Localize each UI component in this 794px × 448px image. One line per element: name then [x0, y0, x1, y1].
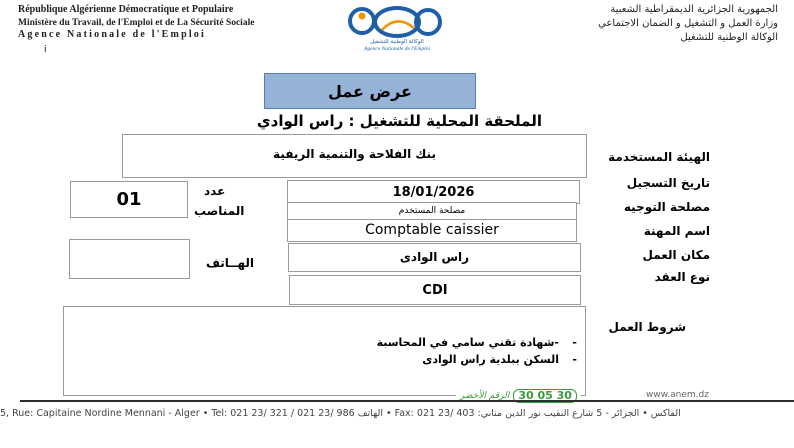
positions-value: 01 — [116, 189, 142, 210]
offer-title-box — [264, 73, 476, 109]
header-fr-line3: Agence Nationale de l'Emploi — [18, 29, 206, 40]
workplace-box — [288, 243, 581, 272]
employer-box — [122, 134, 587, 178]
conditions-box — [63, 306, 586, 396]
contract-value: CDI — [422, 283, 448, 298]
logo-caption-ar: الوكالة الوطنية للتشغيل — [370, 39, 424, 45]
positions-box — [70, 181, 188, 218]
label-reg-date: تاريخ التسجيل — [626, 176, 710, 190]
label-positions-line1: عدد — [204, 184, 226, 198]
profession-box — [287, 219, 577, 242]
header-fr-line2: Ministère du Travail, de l'Emploi et de La Sécurité Sociale — [18, 18, 255, 28]
label-orientation: مصلحة التوجيه — [623, 200, 710, 214]
label-workplace: مكان العمل — [642, 248, 710, 262]
conditions-list — [357, 334, 577, 368]
footer-address: 5, Rue: Capitaine Nordine Mennani - Alger • Tel: 021 23/ 321 / 021 23/ 986 الهاتف • Fax: 021 23/ 403 :الفاكس • الجزائر - 5 شارع النقيب نور الدين مناني — [0, 408, 681, 419]
header-ar-line2: وزارة العمل و التشغيل و الضمان الاجتماعي — [598, 18, 778, 29]
label-employer: الهيئة المستخدمة — [608, 150, 710, 164]
green-number: 30 05 30 — [513, 389, 577, 403]
green-number-label: الرقم الأخضر — [460, 391, 510, 401]
offer-title: عرض عمل — [328, 81, 412, 101]
label-conditions: شروط العمل — [608, 320, 686, 334]
label-positions-line2: المناصب — [194, 204, 245, 218]
anem-logo — [342, 4, 452, 52]
page-marker: i — [44, 45, 47, 55]
label-contract: نوع العقد — [654, 270, 710, 284]
website: www.anem.dz — [646, 390, 709, 400]
profession-value: Comptable caissier — [365, 222, 499, 238]
header-ar-line1: الجمهورية الجزائرية الديمقراطية الشعبية — [610, 4, 778, 15]
label-profession: اسم المهنة — [643, 224, 710, 238]
contract-box — [289, 275, 581, 305]
anem-logo-icon — [342, 4, 452, 40]
reg-date-box — [287, 180, 580, 204]
condition-item: -السكن ببلدية راس الوادى — [422, 353, 577, 366]
workplace-value: راس الوادى — [399, 250, 470, 264]
orientation-value: مصلحة المستخدم — [398, 206, 466, 216]
employer-value: بنك الفلاحة والتنمية الريفية — [273, 147, 436, 161]
logo-caption-fr: Agence Nationale de l'Emploi — [364, 46, 430, 52]
header-ar-line3: الوكالة الوطنية للتشغيل — [680, 32, 778, 43]
header-fr-line1: République Algérienne Démocratique et Populaire — [18, 4, 234, 15]
reg-date-value: 18/01/2026 — [392, 185, 475, 200]
phone-box — [69, 239, 190, 279]
footer-divider — [20, 400, 794, 402]
agency-subtitle: الملحقة المحلية للتشغيل : راس الوادي — [256, 112, 542, 130]
condition-item: --شهادة تقني سامي في المحاسبة — [376, 336, 577, 349]
label-phone: الهــاتف — [206, 256, 255, 270]
